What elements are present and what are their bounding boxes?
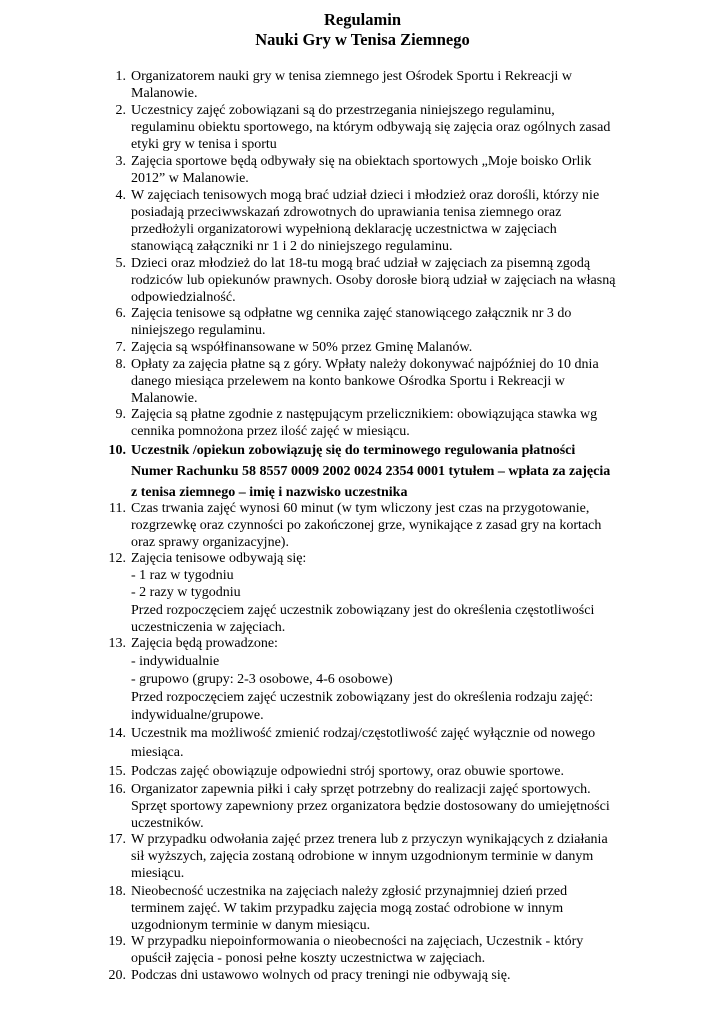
rule-number: 2. (115, 103, 126, 118)
rule-text-line: - 2 razy w tygodniu (131, 585, 241, 601)
rule-number: 8. (115, 357, 126, 372)
rule-text (131, 933, 631, 967)
rule-number: 15. (108, 764, 126, 779)
rule-text (131, 406, 631, 440)
rule-number: 18. (108, 884, 126, 899)
rule-text-line: sił wyższych, zajęcia zostaną odrobione w innym uzgodnionym terminie w danym (131, 849, 594, 864)
rule-text-line: - grupowo (grupy: 2-3 osobowe, 4-6 osobowe) (131, 672, 393, 687)
rule-text-line: indywidualne/grupowe. (131, 708, 264, 723)
rule-text-line: danego miesiąca przelewem na konto bankowe Ośrodka Sportu i Rekreacji w (131, 374, 565, 389)
rule-text (131, 255, 631, 306)
rule-text (131, 187, 631, 255)
document-title: Regulamin (323, 10, 401, 29)
rule-text (131, 781, 631, 832)
rule-text-line: uczestniczenia w zajęciach. (131, 619, 286, 635)
rule-text-line: Zajęcia są płatne zgodnie z następującym przelicznikiem: obowiązująca stawka wg (131, 407, 598, 422)
rule-number: 1. (115, 69, 126, 84)
rule-text-line: Podczas zajęć obowiązuje odpowiedni strój sportowy, oraz obuwie sportowe. (131, 764, 564, 779)
rule-number: 19. (108, 934, 126, 949)
rule-number: 16. (108, 782, 126, 797)
rule-text-line: oraz sprawy organizacyjne). (131, 535, 289, 550)
rule-text-line: Zajęcia będą prowadzone: (131, 636, 278, 651)
rule-text-line: Zajęcia są współfinansowane w 50% przez Gminę Malanów. (131, 340, 473, 355)
rule-text-line: Malanowie. (131, 391, 198, 406)
rule-text-line: niniejszego regulaminu. (131, 323, 266, 338)
rule-number: 17. (108, 832, 126, 847)
rule-text-line: Uczestnik ma możliwość zmienić rodzaj/częstotliwość zajęć wyłącznie od nowego (131, 726, 596, 741)
rule-text (131, 883, 631, 934)
rule-text-line: Opłaty za zajęcia płatne są z góry. Wpłaty należy dokonywać najpóźniej do 10 dnia (131, 357, 599, 372)
rule-text (131, 305, 631, 339)
rule-number: 7. (115, 340, 126, 355)
rule-text-line: 2012” w Malanowie. (131, 171, 249, 186)
rule-text-line: Sprzęt sportowy zapewniony przez organizatora będzie dostosowany do umiejętności (131, 799, 610, 814)
rule-number: 12. (108, 551, 126, 566)
rule-text-line: Uczestnicy zajęć zobowiązani są do przestrzegania niniejszego regulaminu, (131, 103, 555, 118)
rule-text-line: Zajęcia tenisowe odbywają się: (131, 551, 307, 566)
rule-text-line: etyki gry w tenisa i sportu (131, 137, 277, 152)
rule-number: 11. (109, 501, 126, 516)
rule-number: 20. (108, 968, 126, 983)
rule-text-line: miesiącu. (131, 866, 185, 881)
rule-text-line: stanowiącą załączniki nr 1 i 2 do niniejszego regulaminu. (131, 239, 453, 254)
rule-number: 5. (115, 256, 126, 271)
rule-text-line: Podczas dni ustawowo wolnych od pracy treningi nie odbywają się. (131, 968, 511, 983)
rule-text (131, 356, 631, 407)
document-subtitle: Nauki Gry w Tenisa Ziemnego (255, 30, 470, 49)
rule-text-line: odpowiedzialność. (131, 290, 236, 305)
rule-text-line: rodziców lub opiekunów prawnych. Osoby dorosłe biorą udział w zajęciach na własną (131, 273, 616, 288)
rule-text-line: Zajęcia sportowe będą odbywały się na obiektach sportowych „Moje boisko Orlik (131, 154, 592, 169)
rule-text-line: Dzieci oraz młodzież do lat 18-tu mogą brać udział w zajęciach za pisemną zgodą (131, 256, 591, 271)
rule-number: 6. (115, 306, 126, 321)
rule-text (131, 831, 631, 882)
rule-text-line: Czas trwania zajęć wynosi 60 minut (w tym wliczony jest czas na przygotowanie, (131, 501, 590, 516)
rule-text (131, 635, 631, 725)
rule-text-line: regulaminu obiektu sportowego, na którym odbywają się zajęcia oraz ogólnych zasad (131, 120, 611, 135)
rule-text-line: Zajęcia tenisowe są odpłatne wg cennika zajęć stanowiącego załącznik nr 3 do (131, 306, 572, 321)
rule-text-line: W przypadku niepoinformowania o nieobecności na zajęciach, Uczestnik - który (131, 934, 584, 949)
rule-text-line: Numer Rachunku 58 8557 0009 2002 0024 2354 0001 tytułem – wpłata za zajęcia (131, 464, 611, 479)
rule-text (131, 339, 631, 356)
rule-text-line: terminem zajęć. W takim przypadku zajęcia mogą zostać odrobione w innym (131, 901, 564, 916)
rule-text-line: Przed rozpoczęciem zajęć uczestnik zobowiązany jest do określenia częstotliwości (131, 602, 595, 618)
rule-text (131, 550, 631, 636)
rule-text-line: miesiąca. (131, 745, 184, 760)
rule-text-line: - indywidualnie (131, 654, 220, 669)
rule-number: 13. (108, 636, 126, 651)
rule-text (131, 68, 631, 102)
rule-text-line: posiadają przeciwwskazań zdrowotnych do uprawiania tenisa ziemnego oraz (131, 205, 562, 220)
rule-text-line: cennika pomnożona przez ilość zajęć w miesiącu. (131, 424, 410, 439)
rule-text (131, 967, 631, 984)
rule-text-line: uzgodnionym terminie w danym miesiącu. (131, 918, 371, 933)
rule-text-line: opuścił zajęcia - ponosi pełne koszty uczestnictwa w zajęciach. (131, 951, 486, 966)
rule-text-line: Organizatorem nauki gry w tenisa ziemnego jest Ośrodek Sportu i Rekreacji w (131, 69, 573, 84)
rule-text-line: rozgrzewkę oraz czynności po zakończonej grze, wynikające z zasad gry na kortach (131, 518, 602, 533)
rule-text (131, 153, 631, 187)
rule-text-line: przedłożyli organizatorowi wypełnioną deklarację uczestnictwa w zajęciach (131, 222, 557, 237)
rule-text (131, 763, 631, 780)
rule-text (131, 500, 631, 551)
rule-text-line: Organizator zapewnia piłki i cały sprzęt potrzebny do realizacji zajęć sportowych. (131, 782, 591, 797)
rule-number: 4. (115, 188, 126, 203)
rule-text-line: - 1 raz w tygodniu (131, 568, 234, 584)
rule-text (131, 102, 631, 153)
rule-text-line: uczestników. (131, 816, 204, 831)
rule-text-line: W przypadku odwołania zajęć przez trenera lub z przyczyn wynikających z działania (131, 832, 608, 847)
rule-text-line: W zajęciach tenisowych mogą brać udział dzieci i młodzież oraz dorośli, którzy nie (131, 188, 600, 203)
rule-text-line: Uczestnik /opiekun zobowiązuję się do terminowego regulowania płatności (131, 443, 576, 458)
rule-number: 9. (115, 407, 126, 422)
rule-text-line: z tenisa ziemnego – imię i nazwisko uczestnika (131, 485, 408, 500)
rule-text-line: Nieobecność uczestnika na zajęciach należy zgłosić przynajmniej dzień przed (131, 884, 568, 899)
rule-number: 10. (108, 443, 126, 458)
rule-text (131, 440, 631, 503)
rule-text (131, 724, 631, 762)
rule-number: 3. (115, 154, 126, 169)
rule-text-line: Przed rozpoczęciem zajęć uczestnik zobowiązany jest do określenia rodzaju zajęć: (131, 690, 594, 705)
rule-text-line: Malanowie. (131, 86, 198, 101)
rule-number: 14. (108, 726, 126, 741)
